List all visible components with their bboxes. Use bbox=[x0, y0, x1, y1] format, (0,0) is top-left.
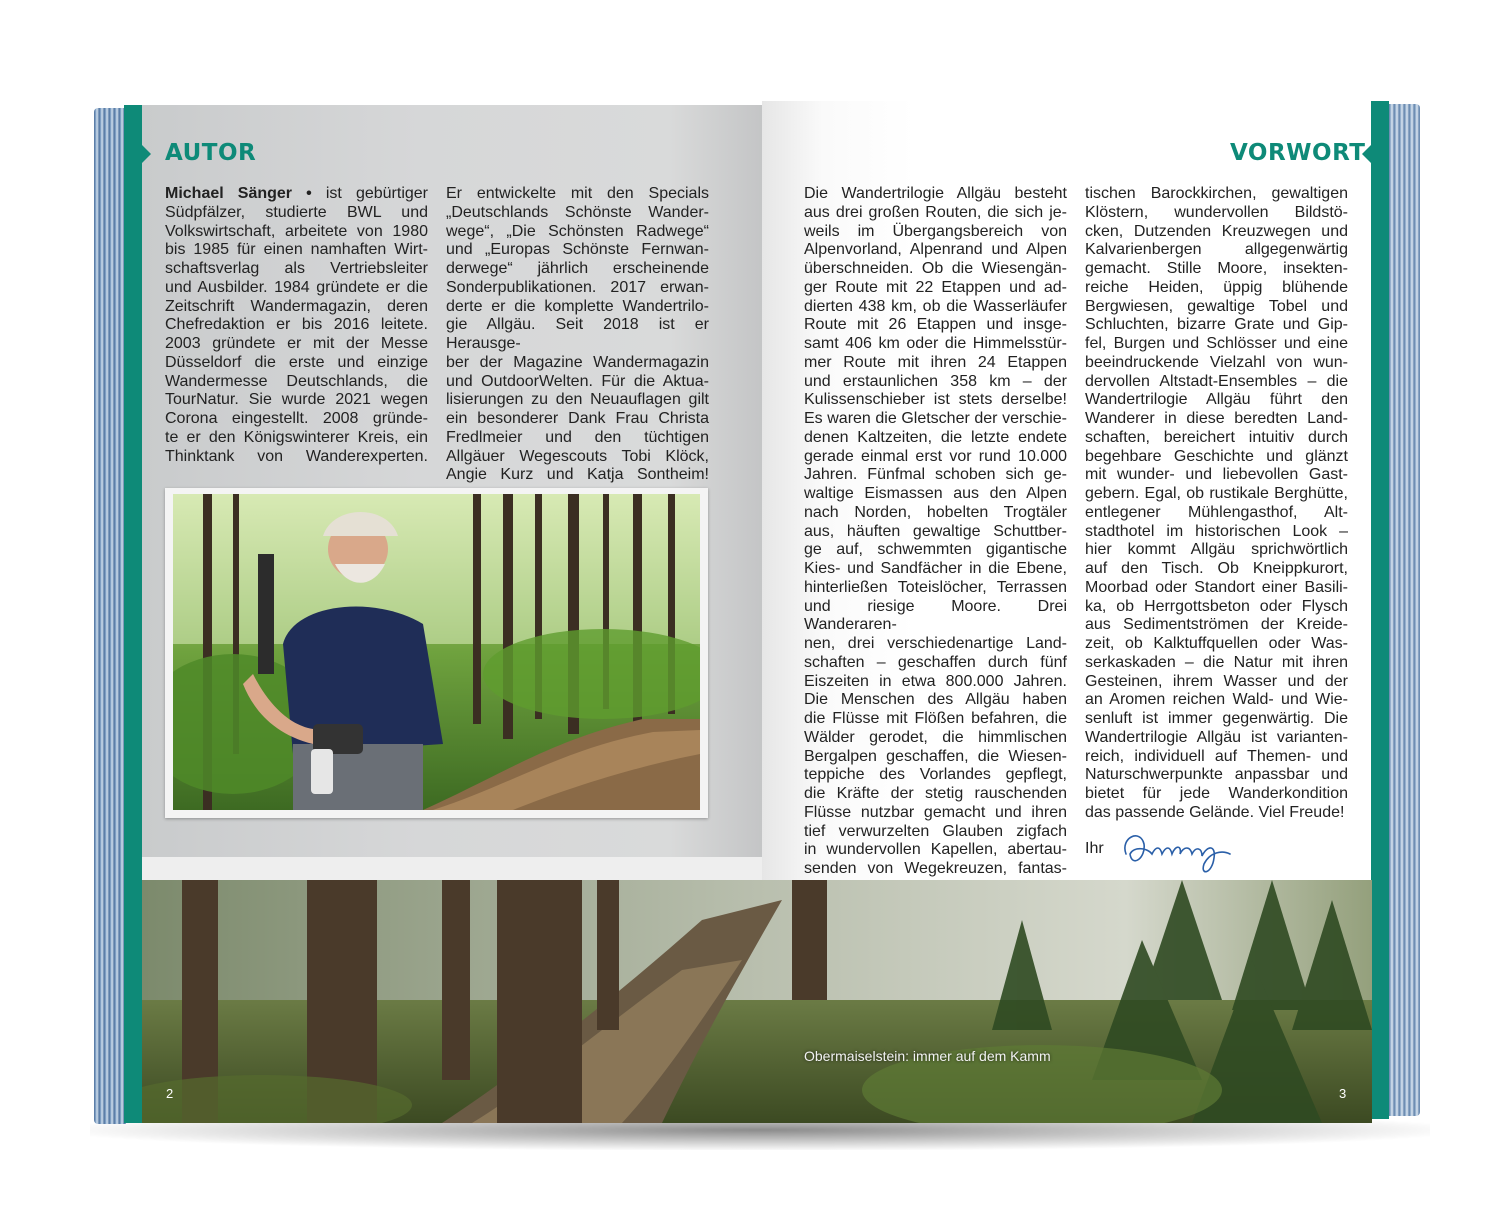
text-line: schaften – geschaffen durch fünf bbox=[804, 653, 1067, 671]
text-line: lisierungen zu den Neuauflagen gilt bbox=[446, 391, 709, 409]
forest-trail-photo bbox=[142, 880, 1372, 1123]
right-accent-bar bbox=[1371, 101, 1389, 1119]
text-line: reiche Heiden, üppig blühende bbox=[1085, 278, 1348, 296]
text-line: und Ausbilder. 1984 gründete er die bbox=[165, 278, 428, 296]
text-line: stadthotel im historischen Look – bbox=[1085, 522, 1348, 540]
text-line: Fredlmeier und den tüchtigen bbox=[446, 428, 709, 446]
text-line: samt 406 km oder die Himmelsstür- bbox=[804, 335, 1067, 352]
text-line: zeit, ob Kalktuffquellen oder Was- bbox=[1085, 635, 1348, 652]
vorwort-heading: VORWORT bbox=[1230, 140, 1366, 166]
author-name: Michael Sänger • bbox=[165, 185, 312, 202]
text-line: cken, Dutzenden Kreuzwegen und bbox=[1085, 222, 1348, 240]
text-line: die Kräfte der stetig rauschenden bbox=[804, 785, 1067, 802]
page-number-right: 3 bbox=[1339, 1086, 1347, 1101]
text-line: 2003 gründete er mit der Messe bbox=[165, 335, 428, 352]
photo-caption: Obermaiselstein: immer auf dem Kamm bbox=[804, 1048, 1051, 1064]
text-line: Chefredaktion er bis 2016 leitete. bbox=[165, 316, 428, 334]
text-line: Kulissenschieber ist stets derselbe! bbox=[804, 391, 1067, 409]
author-bio-line bbox=[165, 185, 428, 204]
text-line: Kalvarienbergen allgegenwärtig bbox=[1085, 241, 1348, 259]
text-line: Allgäuer Wegescouts Tobi Klöck, bbox=[446, 447, 709, 465]
text-line: Bergwiesen, gewaltige Tobel und bbox=[1085, 297, 1348, 315]
text-line: nen, drei verschiedenartige Land- bbox=[804, 635, 1067, 652]
foreword-column-2 bbox=[1085, 185, 1348, 823]
text-line: aus Sedimentströmen der Kreide- bbox=[1085, 616, 1348, 634]
text-line: Route mit 26 Etappen und insge- bbox=[804, 316, 1067, 334]
autor-heading: AUTOR bbox=[165, 140, 257, 166]
text-line: aus drei großen Routen, die sich je- bbox=[804, 203, 1067, 221]
text-line: gemacht. Stille Moore, insekten- bbox=[1085, 260, 1348, 277]
text-line: Bergalpen geschaffen, die Wiesen- bbox=[804, 747, 1067, 765]
text-line: und OutdoorWelten. Für die Aktua- bbox=[446, 372, 709, 390]
autor-heading-marker bbox=[142, 145, 151, 163]
foreword-signoff: Ihr bbox=[1085, 840, 1104, 857]
text-line: schaftsverlag als Vertriebsleiter bbox=[165, 260, 428, 277]
text-line: Moorbad oder Standort einer Basili- bbox=[1085, 578, 1348, 596]
text-line: gie Allgäu. Seit 2018 ist er Herausge- bbox=[446, 316, 709, 352]
text-line: Wälder gerodet, die himmlischen bbox=[804, 728, 1067, 746]
text-line: TourNatur. Sie wurde 2021 wegen bbox=[165, 391, 428, 409]
text-line: Kies- und Sandfächer in die Ebene, bbox=[804, 560, 1067, 577]
text-line: Wandertrilogie Allgäu ist varianten- bbox=[1085, 728, 1348, 746]
text-line: „Deutschlands Schönste Wander- bbox=[446, 203, 709, 221]
text-line: wege“, „Die Schönsten Radwege“ bbox=[446, 222, 709, 240]
text-line: Wandermesse Deutschlands, die bbox=[165, 372, 428, 390]
text-line: nach Norden, hobelten Trogtäler bbox=[804, 503, 1067, 521]
text-line: begehbare Geschichte und glänzt bbox=[1085, 447, 1348, 465]
text-line: überschneiden. Ob die Wiesengän- bbox=[804, 260, 1067, 277]
text-line: Klöstern, wundervollen Bildstö- bbox=[1085, 203, 1348, 221]
text-line: schaften, bereichert intuitiv durch bbox=[1085, 428, 1348, 446]
text-line: gebern. Egal, ob rustikale Berghütte, bbox=[1085, 485, 1348, 502]
text-line: denen Kaltzeiten, die letzte endete bbox=[804, 428, 1067, 446]
left-accent-bar bbox=[124, 105, 142, 1123]
text-line: ber der Magazine Wandermagazin bbox=[446, 353, 709, 371]
text-line: Flüsse nutzbar gemacht und ihren bbox=[804, 803, 1067, 821]
text-line: weils im Übergangsbereich von bbox=[804, 222, 1067, 240]
text-line: gerade einmal erst vor rund 10.000 bbox=[804, 447, 1067, 465]
text-line: und riesige Moore. Drei Wanderaren- bbox=[804, 597, 1067, 634]
text-line: die Flüsse mit Flößen befahren, die bbox=[804, 710, 1067, 727]
text-line: Die Menschen des Allgäu haben bbox=[804, 691, 1067, 709]
text-line: Es waren die Gletscher der verschie- bbox=[804, 410, 1067, 427]
text-line: senluft ist immer gegenwärtig. Die bbox=[1085, 710, 1348, 727]
text-line: ge auf, schwemmten gigantische bbox=[804, 541, 1067, 559]
text-line: in wundervollen Kapellen, abertau- bbox=[804, 841, 1067, 859]
text-line: und erstaunlichen 358 km – der bbox=[804, 372, 1067, 390]
text-line: Wandertrilogie Allgäu führt den bbox=[1085, 391, 1348, 409]
text-line: Wanderer in diese beredten Land- bbox=[1085, 410, 1348, 427]
page-number-left: 2 bbox=[166, 1086, 174, 1101]
text-line: reich, individuell auf Themen- und bbox=[1085, 747, 1348, 765]
text-line: bis 1985 für einen namhaften Wirt- bbox=[165, 241, 428, 259]
text-line: beeindruckende Vielzahl von wun- bbox=[1085, 353, 1348, 371]
text-line: te er den Königswinterer Kreis, ein bbox=[165, 428, 428, 446]
text-line: bietet für jede Wanderkondition bbox=[1085, 785, 1348, 802]
text-line: Volkswirtschaft, arbeitete von 1980 bbox=[165, 222, 428, 240]
left-page-edges bbox=[94, 108, 126, 1124]
text-line: Alpenvorland, Alpenrand und Alpen bbox=[804, 241, 1067, 259]
text-line: teppiche des Vorlandes gepflegt, bbox=[804, 766, 1067, 784]
author-bio-column-2 bbox=[446, 185, 709, 485]
text-line: fel, Burgen und Schlösser und eine bbox=[1085, 335, 1348, 352]
text-line: Sonderpublikationen. 2017 erwan- bbox=[446, 278, 709, 296]
text-line: Die Wandertrilogie Allgäu besteht bbox=[804, 185, 1067, 202]
text-line: hier kommt Allgäu sprichwörtlich bbox=[1085, 541, 1348, 559]
author-photo-frame bbox=[165, 488, 708, 818]
text-line: Corona eingestellt. 2008 gründe- bbox=[165, 410, 428, 427]
text-line: auf den Tisch. Ob Kneippkurort, bbox=[1085, 560, 1348, 577]
text-line: und „Europas Schönste Fernwan- bbox=[446, 241, 709, 259]
text-line: mit wunder- und liebevollen Gast- bbox=[1085, 466, 1348, 484]
text-line: derte er die komplette Wandertrilo- bbox=[446, 297, 709, 315]
author-bio-column-1 bbox=[165, 185, 428, 466]
text-line: aus, häuften gewaltige Schuttber- bbox=[804, 522, 1067, 540]
text-line: dervollen Altstadt-Ensembles – die bbox=[1085, 372, 1348, 390]
text-line: Gesteinen, ihrem Wasser und der bbox=[1085, 672, 1348, 690]
text-line: serkaskaden – die Natur mit ihren bbox=[1085, 653, 1348, 671]
text-line: hinterließen Toteislöcher, Terrassen bbox=[804, 578, 1067, 596]
text-line: Angie Kurz und Katja Sontheim! bbox=[446, 466, 709, 484]
text-line: Er entwickelte mit den Specials bbox=[446, 185, 709, 202]
text-line: Düsseldorf die erste und einzige bbox=[165, 353, 428, 371]
text-line: ger Route mit 22 Etappen und ad- bbox=[804, 278, 1067, 296]
text-line: senden von Wegekreuzen, fantas- bbox=[804, 860, 1067, 877]
author-signature bbox=[1118, 824, 1236, 880]
text-line: ein besonderer Dank Frau Christa bbox=[446, 410, 709, 427]
forest-trail-illustration bbox=[142, 880, 1372, 1123]
text-line: das passende Gelände. Viel Freude! bbox=[1085, 803, 1345, 821]
text-line: Zeitschrift Wandermagazin, deren bbox=[165, 297, 428, 315]
text-line: Thinktank von Wanderexperten. bbox=[165, 447, 428, 465]
text-line: entlegener Mühlengasthof, Alt- bbox=[1085, 503, 1348, 521]
text-line: mer Route mit ihren 24 Etappen bbox=[804, 353, 1067, 371]
author-photo bbox=[173, 494, 700, 810]
text-line: Jahren. Fünfmal schoben sich ge- bbox=[804, 466, 1067, 484]
text-line: ka, ob Herrgottsbeton oder Flysch bbox=[1085, 597, 1348, 615]
text-line: dierten 438 km, ob die Wasserläufer bbox=[804, 297, 1067, 315]
text-line: Schluchten, bizarre Grate und Gip- bbox=[1085, 316, 1348, 334]
foreword-column-1 bbox=[804, 185, 1067, 879]
text-line: tischen Barockkirchen, gewaltigen bbox=[1085, 185, 1348, 202]
text-line: tief verwurzelten Glauben zigfach bbox=[804, 822, 1067, 840]
text-line: an Aromen reichen Wald- und Wie- bbox=[1085, 691, 1348, 709]
text-line: Eiszeiten in etwa 800.000 Jahren. bbox=[804, 672, 1067, 690]
author-hiking-illustration bbox=[173, 494, 700, 810]
author-bio-text: ist gebürtiger bbox=[325, 185, 428, 202]
right-page-edges bbox=[1384, 104, 1420, 1116]
text-line: waltige Eismassen aus den Alpen bbox=[804, 485, 1067, 502]
text-line: derwege“ jährlich erscheinende bbox=[446, 260, 709, 277]
text-line: Naturschwerpunkte anpassbar und bbox=[1085, 766, 1348, 784]
text-line: Südpfälzer, studierte BWL und bbox=[165, 203, 428, 221]
